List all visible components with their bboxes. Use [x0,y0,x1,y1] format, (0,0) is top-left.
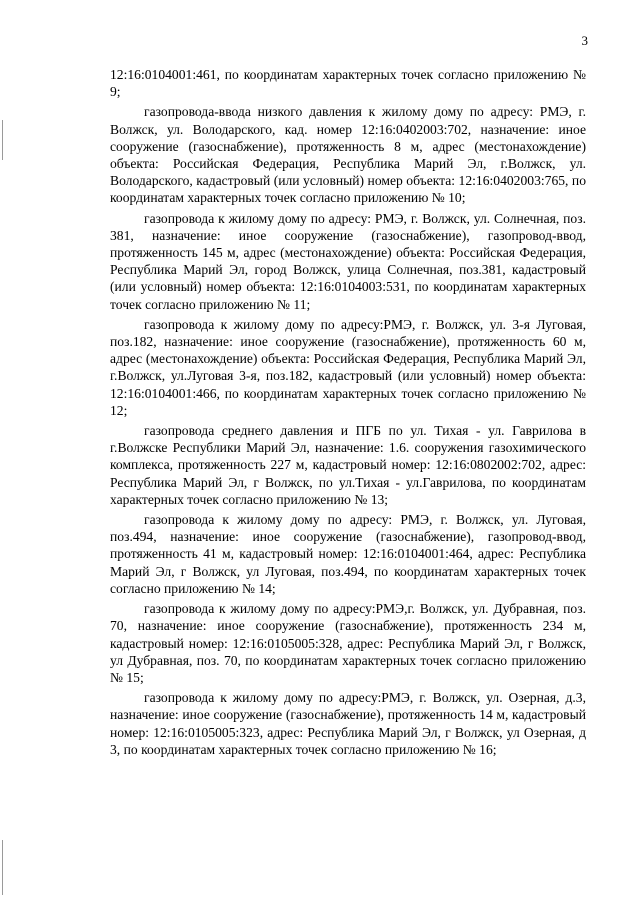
paragraph: газопровода к жилому дому по адресу:РМЭ, г. Волжск, ул. 3-я Луговая, поз.182, назначение: иное сооружение (газоснабжение), протяженность 60 м, адрес (местонахождение) объекта: Российская Федерация, Республика Марий Эл, г.Волжск, ул.Луговая 3-я, поз.182, кадастровый (или условный) номер объекта: 12:16:0104001:466, по координатам характерных точек согласно приложению № 12; [110,316,586,418]
paragraph: газопровода к жилому дому по адресу:РМЭ,г. Волжск, ул. Дубравная, поз. 70, назначение: иное сооружение (газоснабжение), протяженность 234 м, кадастровый номер: 12:16:0105005:328, адрес: Республика Марий Эл, г Волжск, ул Дубравная, поз. 70, по координатам характерных точек согласно приложению № 15; [110,601,586,685]
paragraph: газопровода к жилому дому по адресу: РМЭ, г. Волжск, ул. Луговая, поз.494, назначение: иное сооружение (газоснабжение), газопровод-ввод, протяженность 41 м, кадастровый номер: 12:16:0104001:464, адрес: Республика Марий Эл, г Волжск, ул Луговая, поз.494, по координатам характерных точек согласно приложению № 14; [110,512,586,596]
paragraph: газопровода к жилому дому по адресу: РМЭ, г. Волжск, ул. Солнечная, поз. 381, назначение: иное сооружение (газоснабжение), газопровод-ввод, протяженность 145 м, адрес (местонахождение) объекта: Российская Федерация, Республика Марий Эл, город Волжск, улица Солнечная, поз.381, кадастровый (или условный) номер объекта: 12:16:0104003:531, по координатам характерных точек согласно приложению № 11; [110,210,586,312]
scan-margin-mark [2,120,3,160]
paragraph: газопровода-ввода низкого давления к жилому дому по адресу: РМЭ, г. Волжск, ул. Володарского, кад. номер 12:16:0402003:702, назначение: иное сооружение (газоснабжение), протяженность 8 м, адрес (местонахождение) объекта: Российская Федерация, Республика Марий Эл, г.Волжск, ул. Володарского, кадастровый (или условный) номер объекта: 12:16:0402003:765, по координатам характерных точек согласно приложению № 10; [110,104,586,206]
paragraph: газопровода к жилому дому по адресу:РМЭ, г. Волжск, ул. Озерная, д.3, назначение: иное сооружение (газоснабжение), протяженность 14 м, кадастровый номер: 12:16:0105005:323, адрес: Республика Марий Эл, г Волжск, ул Озерная, д 3, по координатам характерных точек согласно приложению № 16; [110,690,586,757]
scan-margin-mark [2,840,3,895]
paragraph: газопровода среднего давления и ПГБ по ул. Тихая - ул. Гаврилова в г.Волжске Республики Марий Эл, назначение: 1.6. сооружения газохимического комплекса, протяженность 227 м, кадастровый номер: 12:16:0802002:702, адрес: Республика Марий Эл, г Волжск, по ул.Тихая - ул.Гаврилова, по координатам характерных точек согласно приложению № 13; [110,423,586,507]
document-body [110,66,586,761]
page-number: 3 [581,33,588,48]
paragraph-continuation: 12:16:0104001:461, по координатам характерных точек согласно приложению № 9; [110,67,586,100]
